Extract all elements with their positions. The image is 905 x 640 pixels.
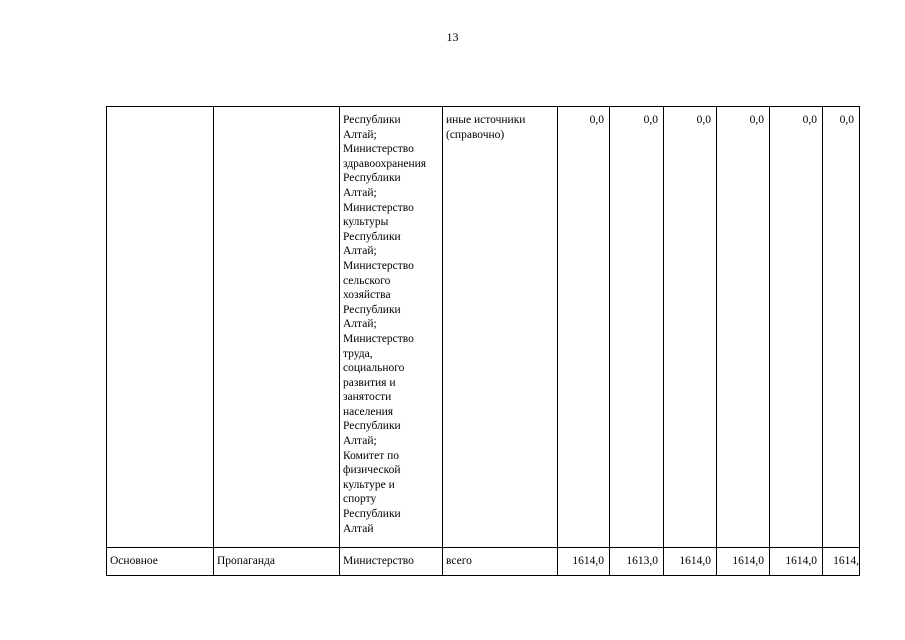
executor-line: Министерство [343, 332, 414, 345]
cell-value: 1614, [823, 548, 860, 576]
cell-value: 1614,0 [558, 548, 610, 576]
executor-line: сельского [343, 274, 391, 287]
executor-line: Министерство [343, 201, 414, 214]
executor-line: спорту [343, 493, 377, 506]
executor-line: Республики [343, 420, 401, 433]
cell-funding-source: иные источники (справочно) [443, 107, 558, 548]
cell-value: 0,0 [664, 107, 717, 548]
executor-line: Алтай; [343, 318, 377, 331]
executor-line: труда, [343, 347, 373, 360]
cell-measure-description: Пропаганда [214, 548, 340, 576]
cell-executors [340, 107, 443, 548]
cell-value: 0,0 [823, 107, 860, 548]
executor-line: Алтай; [343, 186, 377, 199]
cell-value: 1614,0 [770, 548, 823, 576]
executor-line: Алтай; [343, 245, 377, 258]
executor-line: культуры [343, 216, 389, 229]
executor-line: занятости [343, 391, 392, 404]
cell-measure-name: Основное [107, 548, 214, 576]
executor-line: Республики [343, 230, 401, 243]
cell-value: 0,0 [558, 107, 610, 548]
executor-line: Республики [343, 114, 401, 126]
executor-line: здравоохранения [343, 157, 427, 170]
executor-line: Республики [343, 172, 401, 185]
executor-line: развития и [343, 376, 396, 389]
executor-line: населения [343, 405, 394, 418]
table-row [107, 107, 860, 548]
cell-value: 1614,0 [717, 548, 770, 576]
executor-line: социального [343, 362, 405, 375]
executor-line: Алтай; [343, 435, 377, 448]
executor-line: физической [343, 464, 401, 477]
executor-line: культуре и [343, 478, 395, 491]
cell-measure-description [214, 107, 340, 548]
cell-funding-source: всего [443, 548, 558, 576]
executor-line: Комитет по [343, 449, 399, 462]
executor-line: Республики [343, 508, 401, 521]
table-row [107, 548, 860, 576]
executor-line: Министерство [343, 143, 414, 156]
cell-value: 1613,0 [610, 548, 664, 576]
cell-value: 1614,0 [664, 548, 717, 576]
executor-line: Алтай [343, 522, 374, 535]
cell-measure-name [107, 107, 214, 548]
executor-line: Республики [343, 303, 401, 316]
executor-line: Министерство [343, 259, 414, 272]
cell-value: 0,0 [610, 107, 664, 548]
financing-table [106, 106, 860, 576]
executor-line: Алтай; [343, 128, 377, 141]
page-number: 13 [446, 30, 459, 44]
executor-line: хозяйства [343, 289, 391, 302]
cell-value: 0,0 [717, 107, 770, 548]
cell-value: 0,0 [770, 107, 823, 548]
cell-executors: Министерство [340, 548, 443, 576]
